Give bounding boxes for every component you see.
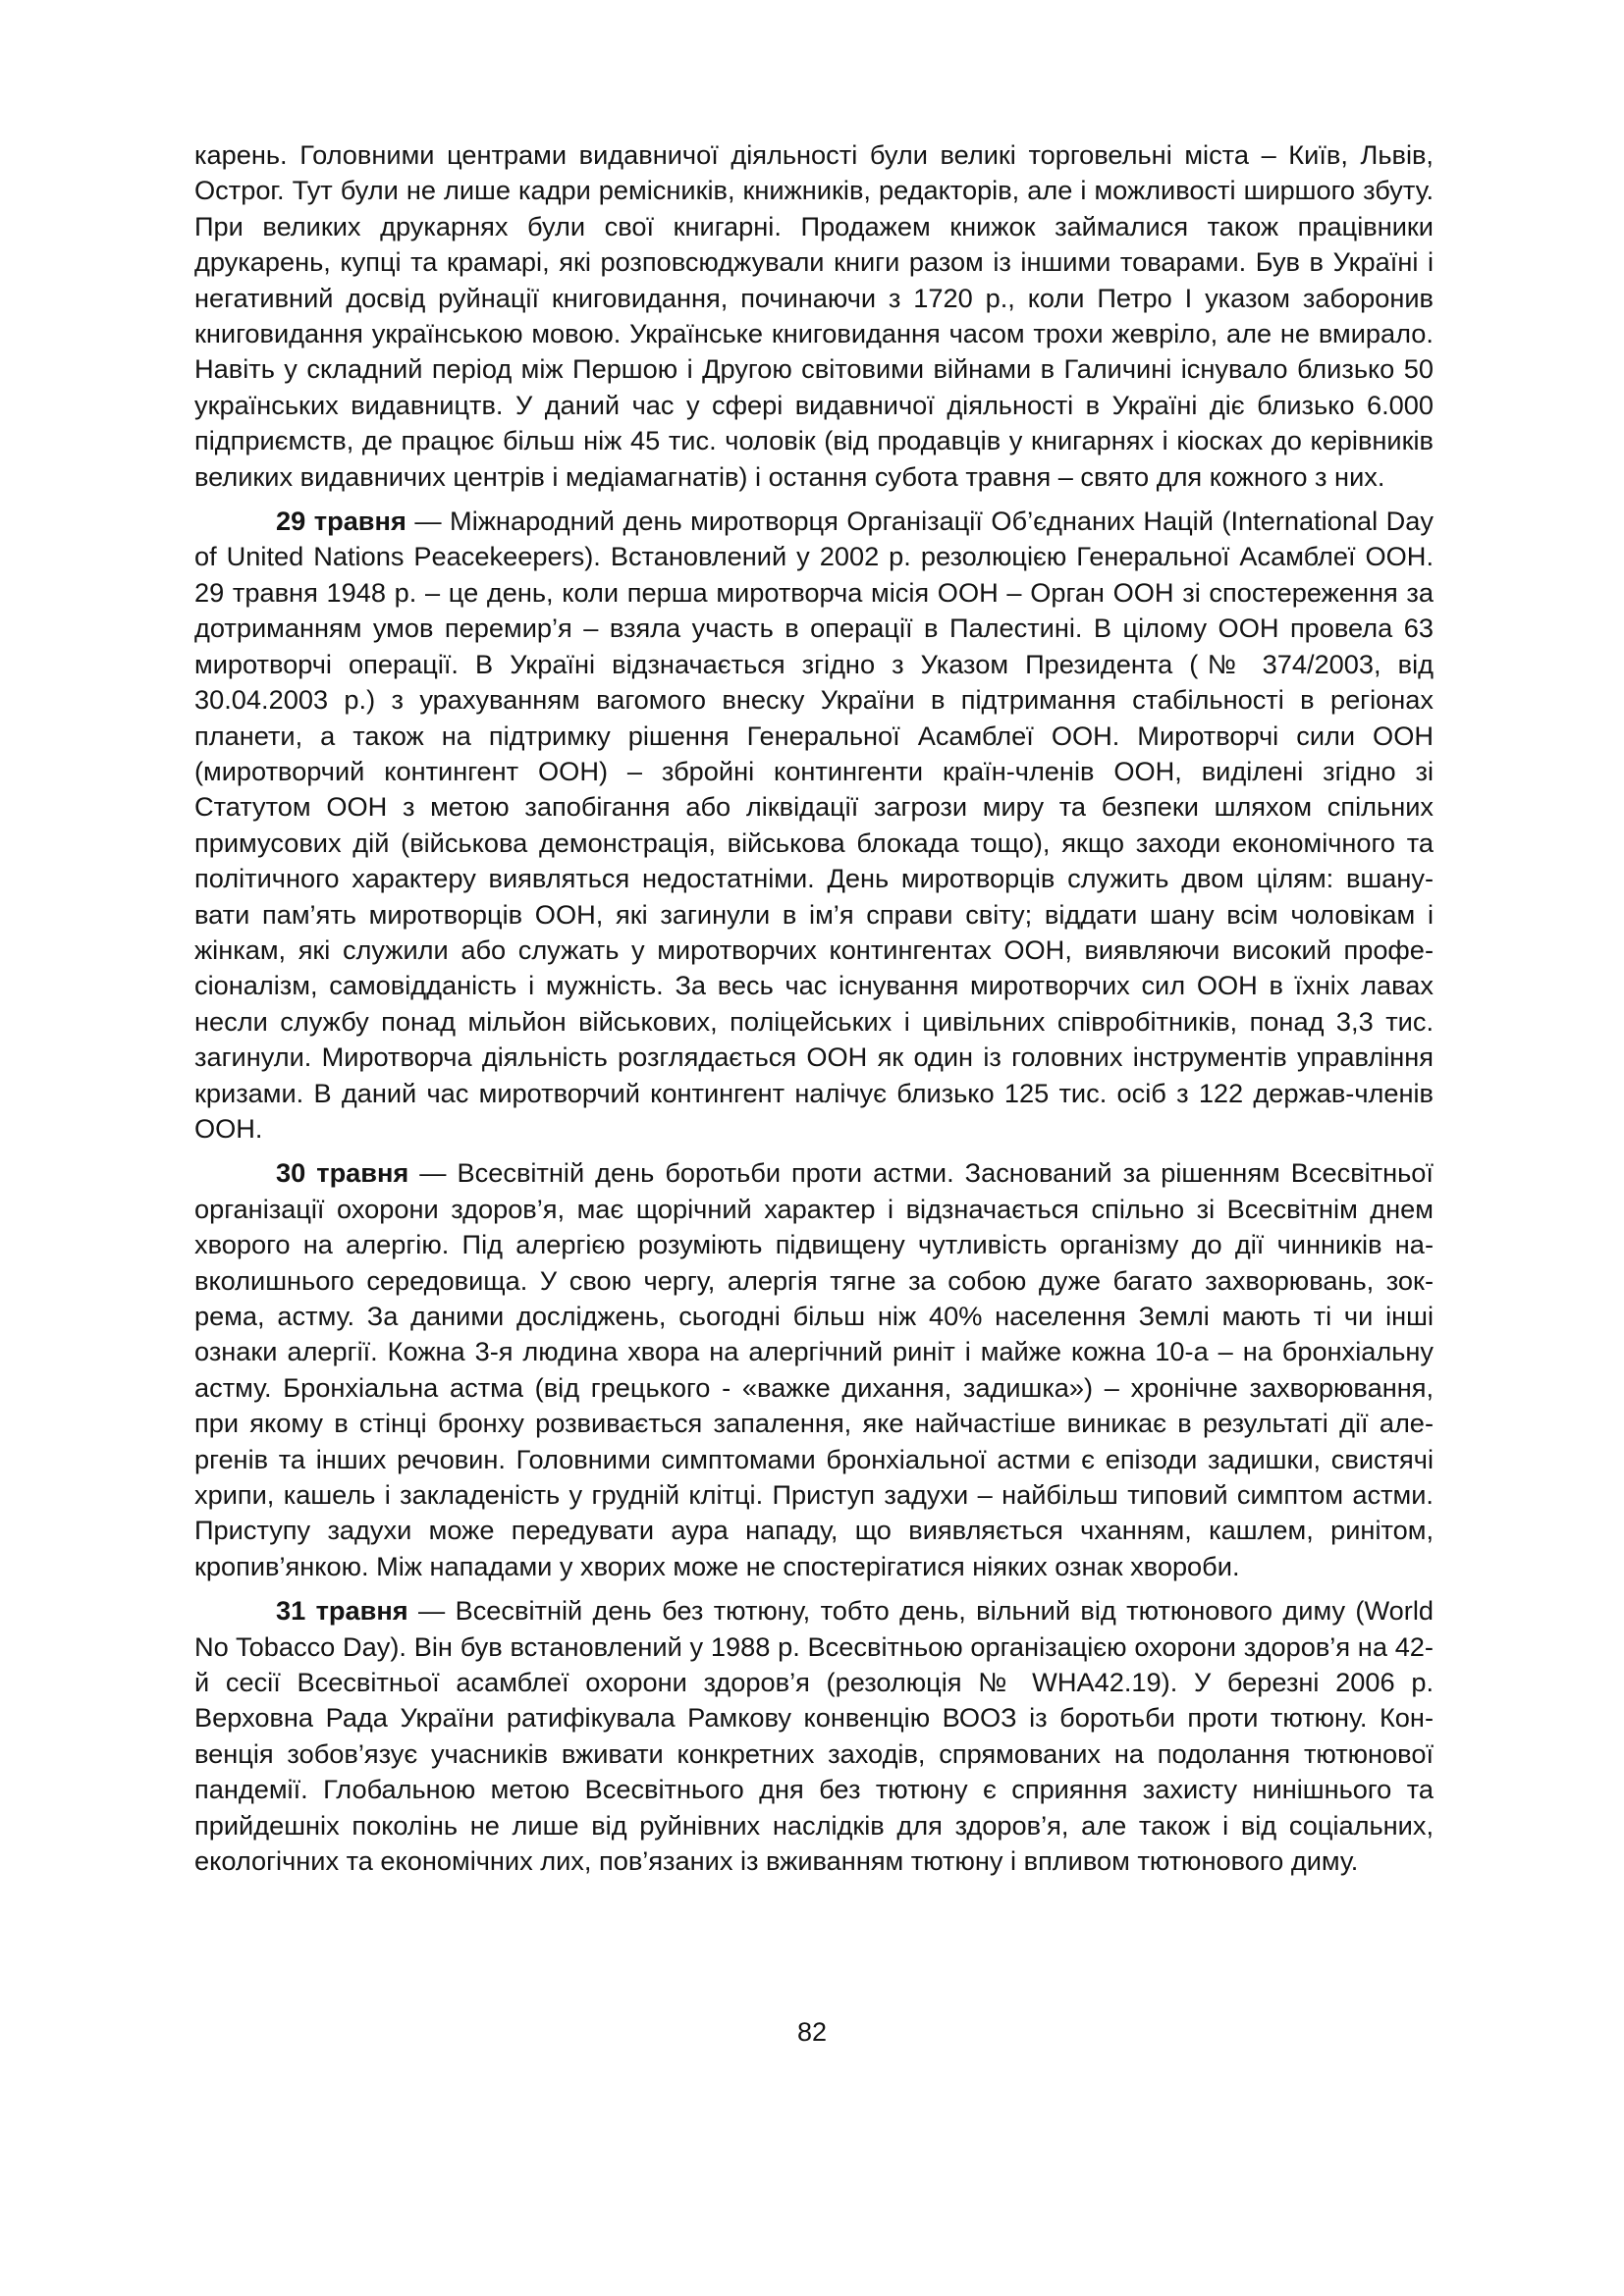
paragraph-may-30: [194, 1155, 1434, 1584]
paragraph-may-31: [194, 1593, 1434, 1879]
paragraph-text: — Міжнародний день миротворця Організації Об’єднаних Націй (International Day of United Nations Peacekeepers). Встановлений у 2002 р. резолюцією Генеральної Асамблеї ООН. 29 травня 1948 р. – це день, коли перша миротворча місія ООН – Орган ООН зі спостереження за дотриманням умов перемир’я – взяла участь в операції в Палестині. В цілому ООН провела 63 миротворчі операції. В Україні відзначається згідно з Указом Президента (№ 374/2003, від 30.04.2003 р.) з урахуванням вагомого внеску України в підтримання стабільності в регіонах планети, а також на підтримку рішення Генеральної Асамблеї ООН. Миротворчі сили ООН (миротворчий контингент ООН) – збройні контингенти країн-членів ООН, виділені згідно зі Статутом ООН з метою запобігання або ліквідації загрози миру та безпеки шляхом спільних примусових дій (військова демонстрація, військова блокада тощо), якщо заходи економічного та політичного характеру виявляться недостатніми. День миротворців служить двом цілям: вшанувати пам’ять миротворців ООН, які загинули в ім’я справи світу; віддати шану всім чоловікам і жінкам, які служили або служать у миротворчих контингентах ООН, виявляючи високий професіоналізм, самовідданість і мужність. За весь час існування миротворчих сил ООН в їхніх лавах несли службу понад мільйон військових, поліцейських і цивільних співробітників, понад 3,3 тис. загинули. Миротворча діяльність розглядається ООН як один із головних інструментів управління кризами. В даний час миротворчий контингент налічує близько 125 тис. осіб з 122 держав-членів ООН.: [194, 506, 1434, 1144]
paragraph-text: карень. Головними центрами видавничої діяльності були великі торговельні міста – Київ, Львів, Острог. Тут були не лише кадри ремісників, книжників, редакторів, але і можливості ширшого збуту. При великих друкарнях були свої книгарні. Продажем книжок займалися також працівники друкарень, купці та крамарі, які розповсюджували книги разом із іншими товарами. Був в Україні і негативний досвід руйнації книговидання, починаючи з 1720 р., коли Петро I указом заборонив книговидання українською мовою. Українське книговидання часом трохи жевріло, але не вмирало. Навіть у складний період між Першою і Другою світовими війнами в Галичині існувало близько 50 українських видавництв. У даний час у сфері видавничої діяльності в Україні діє близько 6.000 підприємств, де працює більш ніж 45 тис. чоловік (від продавців у книгарнях і кіосках до керівників великих видавничих центрів і медіамагнатів) і остання субота травня – свято для кожного з них.: [194, 139, 1434, 492]
paragraph-text: — Всесвітній день без тютюну, тобто день, вільний від тютюнового диму (World No Tobacco Day). Він був встановлений у 1988 р. Всесвітньою організацією охорони здоров’я на 42-й сесії Всесвітньої асамблеї охорони здоров’я (резолюція № WHA42.19). У березні 2006 р. Верховна Рада України ратифікувала Рамкову конвенцію ВООЗ із боротьби проти тютюну. Конвенція зобов’язує учасників вживати конкретних заходів, спрямованих на подолання тютюнової пандемії. Глобальною метою Всесвітнього дня без тютюну є сприяння захисту нинішнього та прийдешніх поколінь не лише від руйнівних наслідків для здоров’я, але також і від соціальних, екологічних та економічних лих, пов’язаних із вживанням тютюну і впливом тютюнового диму.: [194, 1595, 1434, 1877]
paragraph-continuation: [194, 137, 1434, 495]
date-heading: 31 травня: [276, 1595, 408, 1627]
page-number: 82: [796, 2017, 828, 2047]
date-heading: 30 травня: [276, 1157, 409, 1189]
page-body: [194, 137, 1434, 1889]
date-heading: 29 травня: [276, 506, 406, 537]
paragraph-may-29: [194, 504, 1434, 1147]
paragraph-text: — Всесвітній день боротьби проти астми. Заснований за рішенням Всесвітньої організації охорони здоров’я, має щорічний характер і відзначається спільно зі Всесвітнім днем хворого на алергію. Під алергією розуміють підвищену чутливість організму до дії чинників навколишнього середовища. У свою чергу, алергія тягне за собою дуже багато захворювань, зокрема, астму. За даними досліджень, сьогодні більш ніж 40% населення Землі мають ті чи інші ознаки алергії. Кожна 3-я людина хвора на алергічний риніт і майже кожна 10-а – на бронхіальну астму. Бронхіальна астма (від грецького - «важке дихання, задишка») – хронічне захворювання, при якому в стінці бронху розвивається запалення, яке найчастіше виникає в результаті дії алергенів та інших речовин. Головними симптомами бронхіальної астми є епізоди задишки, свистячі хрипи, кашель і закладеність у грудній клітці. Приступ задухи – найбільш типовий симптом астми. Приступу задухи може передувати аура нападу, що виявляється чханням, кашлем, ринітом, кропив’янкою. Між нападами у хворих може не спостерігатися ніяких ознак хвороби.: [194, 1157, 1434, 1581]
